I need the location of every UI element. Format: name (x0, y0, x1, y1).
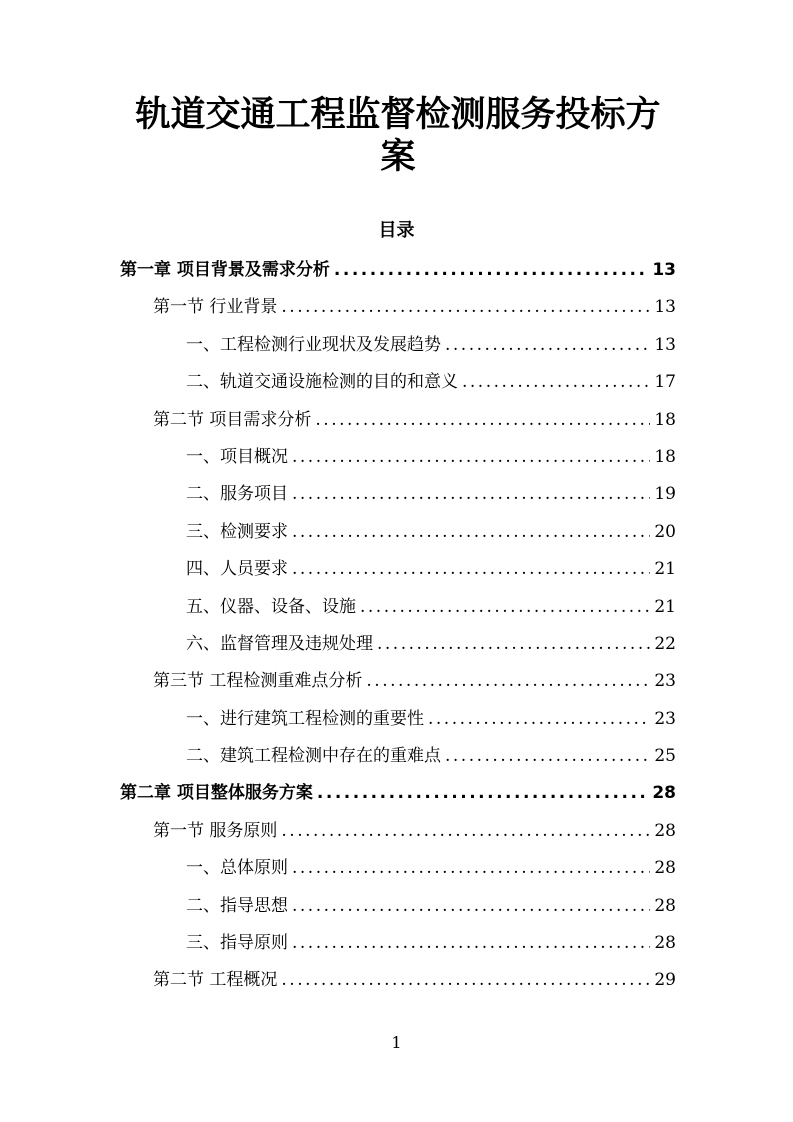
toc-entry-page: 25 (654, 746, 676, 767)
toc-entry-page: 28 (654, 820, 676, 841)
toc-entry-page: 28 (654, 895, 676, 916)
toc-entry-page: 13 (654, 297, 676, 318)
toc-leader-dots (317, 783, 648, 803)
toc-entry-page: 23 (654, 708, 676, 729)
toc-entry-page: 28 (652, 783, 676, 804)
toc-leader-dots (428, 709, 650, 729)
toc-entry-label: 第一章 项目背景及需求分析 (120, 260, 330, 280)
toc-entry-label: 一、进行建筑工程检测的重要性 (186, 708, 424, 729)
toc-entry[interactable] (120, 367, 676, 404)
toc-leader-dots (445, 746, 650, 766)
toc-entry[interactable] (120, 405, 676, 442)
toc-entry[interactable] (120, 479, 676, 516)
toc-entry[interactable] (120, 891, 676, 928)
toc-entry-label: 第二节 项目需求分析 (153, 409, 312, 430)
toc-entry-page: 29 (654, 970, 676, 991)
toc-entry[interactable] (120, 554, 676, 591)
toc-entry-page: 13 (654, 334, 676, 355)
table-of-contents (120, 255, 676, 1003)
toc-leader-dots (462, 372, 650, 392)
toc-leader-dots (377, 634, 650, 654)
toc-entry[interactable] (120, 442, 676, 479)
toc-leader-dots (292, 858, 650, 878)
toc-entry[interactable] (120, 517, 676, 554)
toc-entry-label: 二、服务项目 (186, 484, 288, 505)
toc-leader-dots (445, 335, 650, 355)
toc-entry-page: 22 (654, 633, 676, 654)
toc-entry-label: 二、指导思想 (186, 895, 288, 916)
toc-entry[interactable] (120, 704, 676, 741)
toc-entry-label: 第二章 项目整体服务方案 (120, 783, 313, 804)
toc-entry-label: 一、项目概况 (186, 446, 288, 467)
toc-entry[interactable] (120, 592, 676, 629)
toc-entry[interactable] (120, 853, 676, 890)
toc-entry[interactable] (120, 778, 676, 815)
toc-entry[interactable] (120, 816, 676, 853)
toc-leader-dots (281, 297, 650, 317)
toc-entry-label: 第一节 服务原则 (153, 820, 278, 841)
toc-entry[interactable] (120, 292, 676, 329)
toc-leader-dots (292, 896, 650, 916)
toc-leader-dots (292, 933, 650, 953)
toc-leader-dots (334, 260, 648, 280)
toc-entry-label: 一、工程检测行业现状及发展趋势 (186, 334, 441, 355)
toc-entry[interactable] (120, 330, 676, 367)
toc-entry-label: 四、人员要求 (186, 559, 288, 580)
page-number: 1 (391, 1033, 402, 1052)
toc-entry-page: 20 (654, 521, 676, 542)
toc-entry-page: 23 (654, 671, 676, 692)
toc-heading: 目录 (378, 220, 415, 241)
toc-leader-dots (281, 821, 650, 841)
document-title: 轨道交通工程监督检测服务投标方案 (135, 95, 661, 177)
toc-entry-page: 18 (654, 446, 676, 467)
toc-entry-page: 28 (654, 933, 676, 954)
toc-leader-dots (281, 970, 650, 990)
toc-entry-page: 18 (654, 409, 676, 430)
toc-entry-page: 21 (654, 559, 676, 580)
toc-entry[interactable] (120, 928, 676, 965)
toc-entry-label: 第一节 行业背景 (153, 297, 278, 318)
toc-entry-page: 17 (654, 372, 676, 393)
toc-entry-page: 21 (654, 596, 676, 617)
toc-leader-dots (292, 522, 650, 542)
toc-entry-label: 一、总体原则 (186, 858, 288, 879)
toc-entry-label: 六、监督管理及违规处理 (186, 633, 373, 654)
toc-entry[interactable] (120, 965, 676, 1002)
toc-leader-dots (292, 447, 650, 467)
toc-entry-page: 13 (652, 260, 676, 280)
toc-leader-dots (315, 410, 650, 430)
toc-entry-label: 三、检测要求 (186, 521, 288, 542)
toc-entry-label: 二、轨道交通设施检测的目的和意义 (186, 372, 458, 393)
toc-entry-label: 第三节 工程检测重难点分析 (153, 671, 363, 692)
toc-entry[interactable] (120, 629, 676, 666)
toc-entry-page: 19 (654, 484, 676, 505)
toc-entry[interactable] (120, 741, 676, 778)
toc-entry[interactable] (120, 666, 676, 703)
toc-leader-dots (292, 559, 650, 579)
toc-entry-label: 五、仪器、设备、设施 (186, 596, 356, 617)
toc-leader-dots (360, 597, 650, 617)
toc-entry-page: 28 (654, 858, 676, 879)
toc-entry-label: 二、建筑工程检测中存在的重难点 (186, 746, 441, 767)
toc-entry-label: 第二节 工程概况 (153, 970, 278, 991)
toc-leader-dots (366, 671, 650, 691)
toc-leader-dots (292, 484, 650, 504)
toc-entry[interactable] (120, 255, 676, 292)
toc-entry-label: 三、指导原则 (186, 933, 288, 954)
